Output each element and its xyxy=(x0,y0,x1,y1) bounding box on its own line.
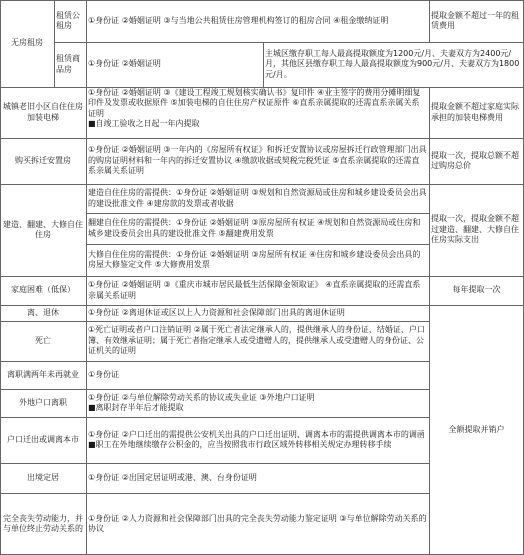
repair-materials: 大修自住住房的需提供：①身份证 ②婚姻证明 ③房屋所有权证 ④住房和城乡建设委员会出具的房屋大修鉴定文件 ⑤大修费用发票 xyxy=(88,249,421,269)
build-materials: 建造自住住房的需提供：①身份证 ②婚姻证明 ③规划和自然资源局或住房和城乡建设委员会出具的建设批准文件 ④建房款的发票或者收据 xyxy=(88,188,427,208)
rent-public-materials: ①身份证 ②婚姻证明 ③与当地公共租赁住房管理机构签订的租房合同 ④租金缴纳证明 xyxy=(88,15,389,25)
death-materials: ①死亡证明或者户口注销证明 ②属于死亡者法定继承人的，提供继承人的身份证、结婚证、户口簿、有效继承证明；属于死亡者指定继承人或受遗赠人的，提供继承人或受遗赠人的身份证、公证机关的证明 xyxy=(88,325,425,356)
grid-line xyxy=(86,244,429,245)
grid-line xyxy=(86,0,87,555)
grid-line xyxy=(0,417,429,418)
relocate-materials: ①身份证 ②户口迁出的需提供公安机关出具的户口迁出证明、调离本市的需提供调离本市的调函 xyxy=(88,429,425,439)
retire-label: 离、退休 xyxy=(27,307,59,317)
nonlocal-materials-cell xyxy=(86,389,429,417)
disabled-label: 完全丧失劳动能力，并与单位终止劳动关系的 xyxy=(3,513,83,533)
grid-line xyxy=(0,493,429,494)
resettle-rule: 提取一次，提取总额不超过购房总价 xyxy=(431,150,519,170)
grid-line xyxy=(0,321,429,322)
grid-line xyxy=(0,184,524,185)
retire-materials: ①身份证 ②离退休证或区以上人力资源和社会保障部门出具的离退休证明 xyxy=(88,307,345,317)
elevator-rule: 提取金额不超过家庭实际承担的加装电梯费用 xyxy=(431,102,519,122)
rent-public-type: 租赁公租房 xyxy=(56,10,80,30)
nonlocal-label: 外地户口离职 xyxy=(19,397,67,407)
elevator-materials-cell xyxy=(86,87,429,138)
grid-line xyxy=(0,0,1,555)
resettle-materials: ①身份证 ②婚姻证明 ③一年内的《房屋所有权证》和拆迁安置协议或房屋拆迁行政管理部门出具的购房证明材料和一年内的拆迁安置协议 ④缴款收据或契税完税凭证 ⑤直系亲属提取的还需直系亲属关系证明 xyxy=(88,145,427,176)
relocate-materials-cell xyxy=(86,417,429,463)
grid-line xyxy=(0,87,524,88)
rent-commercial-materials: ①身份证 ②婚姻证明 xyxy=(88,59,161,69)
elevator-label: 城镇老旧小区自住住房加装电梯 xyxy=(3,102,83,122)
full-withdrawal-rule: 全额提取并销户 xyxy=(448,424,505,434)
hardship-label: 家庭困难（低保） xyxy=(11,285,75,295)
abroad-label: 出境定居 xyxy=(27,472,59,482)
rebuild-materials: 翻建自住住房的需提供：①身份证 ②婚姻证明 ③原房屋所有权证 ④规划和自然资源局或住房和城乡建设委员会出具的建设批准文件 ⑤翻建费用发票 xyxy=(88,218,421,238)
grid-line xyxy=(429,87,430,555)
nonlocal-note: ■离职封存半年后才能提取 xyxy=(88,403,184,412)
rent-label: 无房租房 xyxy=(11,38,43,48)
abroad-materials: ①身份证 ②出国定居证明或港、澳、台身份证明 xyxy=(88,472,257,482)
disabled-materials: ①身份证 ②人力资源和社会保障部门出具的完全丧失劳动能力鉴定证明 ③与单位解除劳动关系的协议 xyxy=(88,513,427,533)
elevator-note: ■自竣工验收之日起一年内提取 xyxy=(88,119,200,129)
resettle-label: 购买拆迁安置房 xyxy=(15,155,71,165)
grid-line xyxy=(54,0,55,87)
death-label: 死亡 xyxy=(35,335,51,345)
grid-line xyxy=(0,0,524,1)
grid-line xyxy=(86,213,429,214)
build-rule: 提取一次，提取金额不超过建造、翻建、大修自住住房实际支出 xyxy=(431,214,519,245)
build-label: 建造、翻建、大修自住住房 xyxy=(3,219,83,239)
rent-commercial-type: 租赁商品房 xyxy=(56,54,80,74)
unemployed-materials: ①身份证 xyxy=(88,369,120,379)
hardship-rule: 每年提取一次 xyxy=(452,285,501,295)
grid-line xyxy=(429,0,430,42)
grid-line xyxy=(263,42,264,87)
grid-line xyxy=(0,361,429,362)
hardship-materials: ①身份证 ②婚姻证明 ③《重庆市城市居民最低生活保障金领取证》 ④直系亲属提取的还需直系亲属关系证明 xyxy=(88,280,421,300)
grid-line xyxy=(0,305,524,306)
relocate-note: ■职工在外地继续缴存公积金的，应当按照我市行政区域外转移相关规定办理转移手续 xyxy=(88,440,392,449)
grid-line xyxy=(0,389,429,390)
grid-line xyxy=(0,276,524,277)
rent-public-rule: 提取金额不超过一年的租赁费用 xyxy=(431,10,519,30)
nonlocal-materials: ①身份证 ②与单位解除劳动关系的协议或失业证 ③外地户口证明 xyxy=(88,392,315,402)
grid-line xyxy=(0,138,524,139)
grid-line xyxy=(0,463,429,464)
relocate-label: 户口迁出或调离本市 xyxy=(7,434,79,444)
grid-line xyxy=(54,42,524,43)
unemployed-label: 离职满两年未再就业 xyxy=(7,369,79,379)
rent-commercial-rule: 主城区缴存职工每人最高提取额度为1200元/月、夫妻双方为2400元/月，其他区县缴存职工每人最高提取额度为900元/月、夫妻双方为1800元/月。 xyxy=(265,48,520,79)
elevator-materials: ①身份证 ②婚姻证明 ③《建设工程竣工规划核实确认书》复印件 ④业主签字的费用分摊明细复印件及发票或收据原件 ⑤加装电梯的自住住房产权证原件 ⑥直系亲属提取的还需直系亲属关系证明 xyxy=(88,88,421,118)
